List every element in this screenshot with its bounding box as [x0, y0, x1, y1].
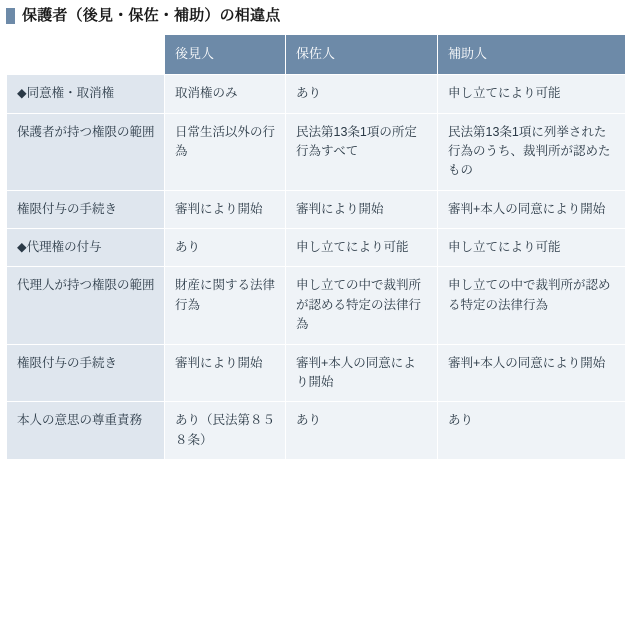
table-row: [7, 75, 626, 113]
row-header: ◆代理権の付与: [7, 229, 165, 267]
table-cell: 民法第13条1項の所定行為すべて: [286, 113, 438, 190]
table-head: [7, 35, 626, 75]
table-row: [7, 229, 626, 267]
table-cell: 申し立てにより可能: [286, 229, 438, 267]
table-row: [7, 402, 626, 460]
table-corner-cell: [7, 35, 165, 75]
table-row: [7, 190, 626, 228]
comparison-table: [6, 34, 626, 460]
table-row: [7, 113, 626, 190]
row-header: 保護者が持つ権限の範囲: [7, 113, 165, 190]
table-cell: 財産に関する法律行為: [165, 267, 286, 344]
table-header-row: [7, 35, 626, 75]
page-title-text: 保護者（後見・保佐・補助）の相違点: [22, 7, 281, 24]
column-header-kokennin: 後見人: [165, 35, 286, 75]
table-cell: 申し立てにより可能: [438, 229, 626, 267]
row-header: 代理人が持つ権限の範囲: [7, 267, 165, 344]
table-cell: 審判により開始: [286, 190, 438, 228]
row-header: 権限付与の手続き: [7, 190, 165, 228]
table-cell: 審判+本人の同意により開始: [438, 190, 626, 228]
row-header: 権限付与の手続き: [7, 344, 165, 402]
table-cell: 審判+本人の同意により開始: [438, 344, 626, 402]
title-marker-icon: [6, 8, 15, 24]
table-body: [7, 75, 626, 460]
row-header: 本人の意思の尊重責務: [7, 402, 165, 460]
table-row: [7, 267, 626, 344]
table-cell: 申し立ての中で裁判所が認める特定の法律行為: [286, 267, 438, 344]
table-cell: 民法第13条1項に列挙された行為のうち、裁判所が認めたもの: [438, 113, 626, 190]
page-title: [0, 0, 631, 34]
table-row: [7, 344, 626, 402]
table-cell: あり: [286, 75, 438, 113]
table-cell: あり: [165, 229, 286, 267]
row-header: ◆同意権・取消権: [7, 75, 165, 113]
table-cell: あり: [286, 402, 438, 460]
table-cell: 申し立ての中で裁判所が認める特定の法律行為: [438, 267, 626, 344]
column-header-hojonin: 補助人: [438, 35, 626, 75]
table-cell: あり: [438, 402, 626, 460]
table-cell: 取消権のみ: [165, 75, 286, 113]
column-header-hosanin: 保佐人: [286, 35, 438, 75]
table-cell: 申し立てにより可能: [438, 75, 626, 113]
table-cell: 審判により開始: [165, 190, 286, 228]
table-cell: 審判により開始: [165, 344, 286, 402]
table-cell: 審判+本人の同意により開始: [286, 344, 438, 402]
table-cell: 日常生活以外の行為: [165, 113, 286, 190]
table-cell: あり（民法第８５８条）: [165, 402, 286, 460]
